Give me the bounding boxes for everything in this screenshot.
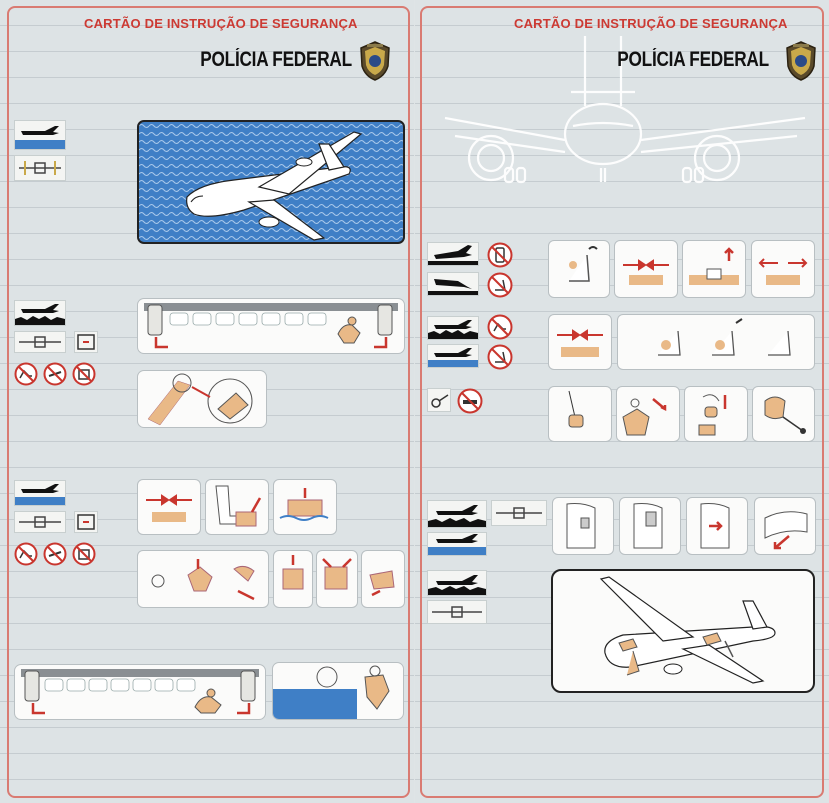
plane-over-ground-icon: [14, 300, 66, 326]
seatbelt-fasten-tile: [614, 240, 678, 298]
federal-police-badge-icon-2: [783, 40, 819, 82]
oxygen-mask-place-tile: [684, 386, 748, 442]
no-sharp-objects-icon-2: [43, 542, 67, 566]
plane-over-water-icon-4: [427, 532, 487, 556]
left-brand-title: POLÍCIA FEDERAL: [200, 48, 352, 71]
plane-over-water-icon-3: [427, 344, 479, 368]
door-lever-tile: [619, 497, 681, 555]
landing-icon: [427, 272, 479, 296]
no-sharp-objects-icon: [43, 362, 67, 386]
seat-upright-tile: [548, 240, 610, 298]
right-brand-title: POLÍCIA FEDERAL: [617, 48, 769, 71]
vest-donning-sequence-tile: [137, 550, 269, 608]
oxygen-mask-secure-tile: [752, 386, 815, 442]
door-handle-tile: [552, 497, 614, 555]
no-seatback-recline-icon: [487, 272, 513, 298]
plane-over-ground-icon-5: [427, 570, 487, 596]
door-open-tile: [686, 497, 748, 555]
floor-path-lighting-illustration: [14, 664, 266, 720]
exit-door-icon: [74, 331, 98, 353]
slide-jump-illustration: [137, 370, 267, 428]
brace-positions-tile: [617, 314, 815, 370]
vest-under-seat-tile: [205, 479, 269, 535]
federal-police-badge-icon: [357, 40, 393, 82]
plane-over-water-icon-2: [14, 480, 66, 506]
vest-in-water-tile: [273, 479, 337, 535]
plane-over-water-icon: [14, 120, 66, 150]
no-high-heels-icon-3: [487, 314, 513, 340]
no-high-heels-icon-2: [14, 542, 38, 566]
right-panel: [415, 0, 829, 803]
seatbelt-release-tile: [751, 240, 815, 298]
brace-seatbelt-icon-3: [491, 500, 547, 526]
left-header-title: CARTÃO DE INSTRUÇÃO DE SEGURANÇA: [84, 16, 358, 31]
cabin-aisle-evacuation-illustration: [137, 298, 405, 354]
seatbelt-icon: [14, 155, 66, 181]
brace-seatbelt-icon: [14, 331, 66, 353]
brace-seatbelt-icon-4: [427, 600, 487, 624]
wing-exit-illustration: [551, 569, 815, 693]
vest-inflate-tile: [316, 550, 358, 608]
takeoff-icon: [427, 242, 479, 266]
oxygen-mask-drop-tile: [548, 386, 612, 442]
oxygen-mask-pull-tile: [616, 386, 680, 442]
no-seatback-recline-icon-2: [487, 344, 513, 370]
left-panel: [0, 0, 414, 803]
no-electronics-icon: [487, 242, 513, 268]
no-smoking-icon: [457, 388, 483, 414]
vest-whistle-tile: [361, 550, 405, 608]
no-high-heels-icon: [14, 362, 38, 386]
brace-belt-tile: [548, 314, 612, 370]
seatbelt-tighten-tile: [682, 240, 746, 298]
plane-over-ground-icon-4: [427, 500, 487, 528]
swimming-survivor-illustration: [272, 662, 404, 720]
plane-over-ground-icon-3: [427, 316, 479, 340]
right-header-title: CARTÃO DE INSTRUÇÃO DE SEGURANÇA: [514, 16, 788, 31]
no-baggage-icon: [72, 362, 96, 386]
oxygen-mask-icon: [427, 388, 451, 412]
ditching-illustration: [137, 120, 405, 244]
exit-door-icon-2: [74, 511, 98, 533]
vest-pull-tile: [137, 479, 201, 535]
brace-seatbelt-icon-2: [14, 511, 66, 533]
no-baggage-icon-2: [72, 542, 96, 566]
vest-tie-tile: [273, 550, 313, 608]
door-push-tile: [754, 497, 816, 555]
